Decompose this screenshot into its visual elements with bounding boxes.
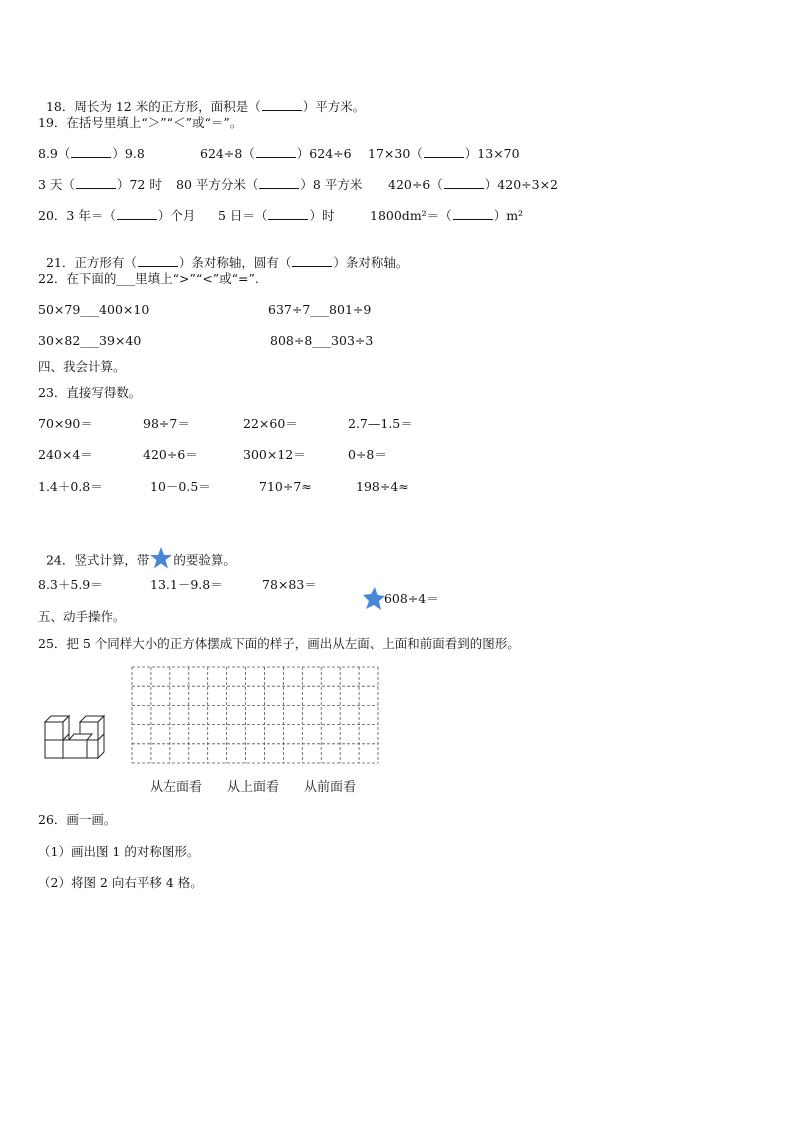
q23-item: 198÷4≈ — [356, 479, 409, 494]
q23-item: 70×90＝ — [38, 416, 93, 431]
q26-title: 26．画一画。 — [38, 812, 117, 827]
star-icon — [362, 586, 386, 612]
answer-blank[interactable] — [138, 255, 178, 267]
drawing-grid[interactable] — [131, 666, 379, 764]
answer-blank[interactable] — [268, 208, 308, 220]
answer-blank[interactable] — [262, 99, 302, 111]
answer-blank[interactable] — [292, 255, 332, 267]
answer-blank[interactable] — [117, 208, 157, 220]
q22-item[interactable]: 50×79___400×10 — [38, 302, 150, 317]
q23-item: 240×4＝ — [38, 447, 93, 462]
section-heading: 四、我会计算。 — [38, 359, 126, 374]
q19-item: 80 平方分米（ ）8 平方米 — [176, 177, 363, 192]
answer-blank[interactable] — [259, 177, 299, 189]
q26-sub1: （1）画出图 1 的对称图形。 — [38, 844, 200, 859]
q23-item: 10－0.5＝ — [150, 479, 211, 494]
q24-item: 8.3＋5.9＝ — [38, 577, 103, 592]
grid-label-front: 从前面看 — [304, 780, 357, 795]
cube-stack-figure — [42, 712, 116, 764]
q20-item: 20．3 年＝（ ）个月 — [38, 208, 196, 223]
answer-blank[interactable] — [453, 208, 493, 220]
q19-title: 19．在括号里填上“＞”“＜”或“＝”。 — [38, 115, 243, 130]
grid-label-top: 从上面看 — [227, 780, 280, 795]
q23-item: 300×12＝ — [243, 447, 306, 462]
q19-item: 624÷8（ ）624÷6 — [200, 146, 352, 161]
q23-item: 0÷8＝ — [348, 447, 387, 462]
q23-item: 1.4＋0.8＝ — [38, 479, 103, 494]
q23-item: 98÷7＝ — [143, 416, 190, 431]
answer-blank[interactable] — [424, 146, 464, 158]
q19-item: 3 天（ ）72 时 — [38, 177, 162, 192]
answer-blank[interactable] — [71, 146, 111, 158]
q19-item: 420÷6（ ）420÷3×2 — [388, 177, 559, 192]
q22-item[interactable]: 30×82___39×40 — [38, 333, 142, 348]
q19-item: 8.9（ ）9.8 — [38, 146, 145, 161]
q24-title: 24．竖式计算，带 的要验算。 — [38, 536, 236, 570]
q23-title: 23．直接写得数。 — [38, 385, 142, 400]
q22-item[interactable]: 637÷7___801÷9 — [268, 302, 372, 317]
answer-blank[interactable] — [76, 177, 116, 189]
q21: 21．正方形有（ ）条对称轴，圆有（ ）条对称轴。 — [45, 255, 409, 270]
q23-item: 2.7—1.5＝ — [348, 416, 413, 431]
q23-item: 22×60＝ — [243, 416, 298, 431]
q24-item: 78×83＝ — [262, 577, 317, 592]
q22-title: 22．在下面的___里填上“>”“<”或“=”. — [38, 271, 259, 286]
q24-item-verify: 608÷4＝ — [354, 570, 439, 612]
q25-title: 25．把 5 个同样大小的正方体摆成下面的样子，画出从左面、上面和前面看到的图形。 — [38, 636, 520, 651]
q23-item: 710÷7≈ — [259, 479, 312, 494]
q20-item: 1800dm²＝（ ）m² — [370, 208, 524, 223]
q26-sub2: （2）将图 2 向右平移 4 格。 — [38, 875, 203, 890]
q24-item: 13.1－9.8＝ — [150, 577, 223, 592]
answer-blank[interactable] — [256, 146, 296, 158]
q18: 18．周长为 12 米的正方形，面积是（ ）平方米。 — [45, 99, 366, 114]
q22-item[interactable]: 808÷8___303÷3 — [270, 333, 374, 348]
q23-item: 420÷6＝ — [143, 447, 198, 462]
grid-label-left: 从左面看 — [150, 780, 203, 795]
star-icon — [149, 546, 173, 570]
q19-item: 17×30（ ）13×70 — [368, 146, 520, 161]
q20-item: 5 日＝（ ）时 — [218, 208, 335, 223]
answer-blank[interactable] — [444, 177, 484, 189]
section-heading: 五、动手操作。 — [38, 609, 126, 624]
